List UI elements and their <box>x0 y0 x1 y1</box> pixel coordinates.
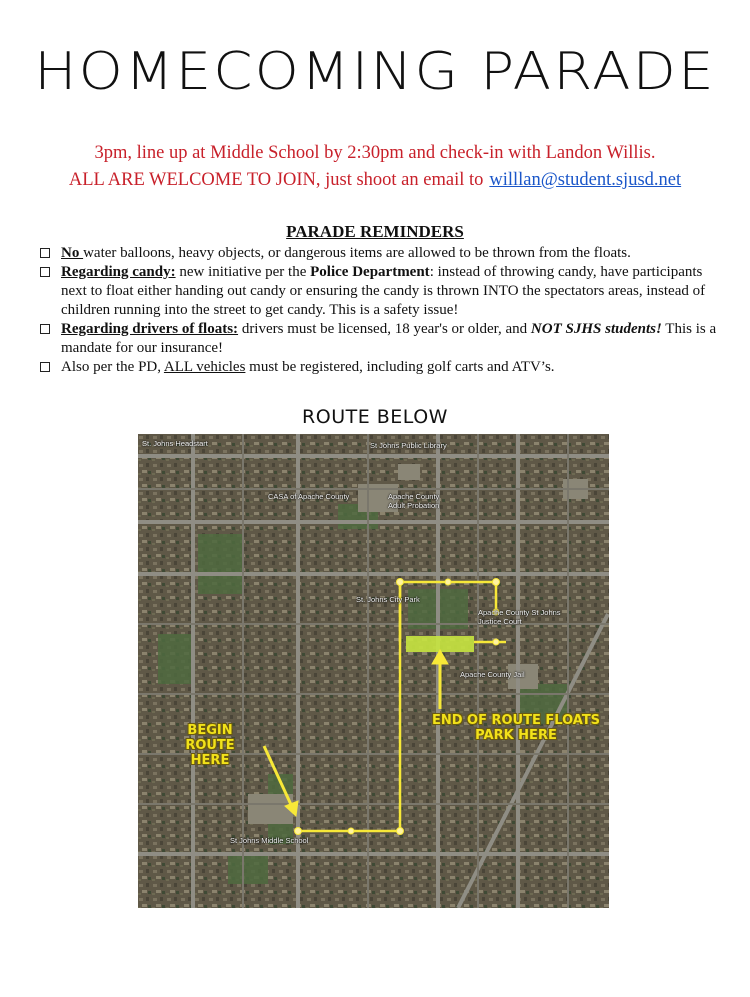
reminder-text: This is a mandate for our insurance! <box>61 321 717 356</box>
reminder-item <box>40 244 730 263</box>
reminders-list <box>40 244 730 377</box>
email-link[interactable]: willlan@student.sjusd.net <box>489 170 682 190</box>
begin-route-callout: BEGIN ROUTE HERE <box>185 723 235 768</box>
reminder-pre: drivers must be licensed, 18 year's or older, and <box>238 321 531 337</box>
reminder-text: must be registered, including golf carts and ATV’s. <box>245 359 555 375</box>
reminder-underlined: ALL vehicles <box>163 359 246 375</box>
reminder-item <box>40 358 730 377</box>
reminder-text: : instead of throwing candy, have participants next to float either handing out candy or ensuring the candy is thrown INTO the spectators areas, instead of children running into the street to get candy. This is a safety issue! <box>61 264 706 318</box>
reminder-emphasis: NOT SJHS students! <box>530 321 662 337</box>
reminder-bold: Police Department <box>310 264 430 280</box>
satellite-map-image <box>138 434 609 908</box>
map-label-justice-court: Apache County St Johns Justice Court <box>478 608 561 626</box>
map-label-city-park: St. Johns City Park <box>356 595 420 604</box>
end-route-callout: END OF ROUTE FLOATS PARK HERE <box>431 713 601 743</box>
reminder-lead: Regarding candy: <box>61 264 176 280</box>
lineup-info: 3pm, line up at Middle School by 2:30pm and check-in with Landon Willis. <box>94 143 656 163</box>
route-heading: ROUTE BELOW <box>302 406 448 428</box>
reminder-pre: Also per the PD, <box>61 359 164 375</box>
route-map <box>138 434 609 908</box>
join-info <box>0 171 750 190</box>
map-label-headstart: St. Johns Headstart <box>142 439 208 448</box>
reminders-heading: PARADE REMINDERS <box>286 222 464 241</box>
checkbox-icon <box>40 362 50 372</box>
checkbox-icon <box>40 248 50 258</box>
reminder-text: water balloons, heavy objects, or dangerous items are allowed to be thrown from the floats. <box>83 245 631 261</box>
map-label-library: St Johns Public Library <box>370 441 447 450</box>
map-label-middle-school: St Johns Middle School <box>230 836 309 845</box>
join-text: ALL ARE WELCOME TO JOIN, just shoot an email to <box>68 170 484 190</box>
reminder-lead: Regarding drivers of floats: <box>61 321 239 337</box>
map-label-probation: Apache County Adult Probation <box>388 492 440 510</box>
checkbox-icon <box>40 324 50 334</box>
page-title: HOMECOMING PARADE <box>34 42 716 102</box>
reminder-pre: new initiative per the <box>175 264 311 280</box>
reminder-item <box>40 320 730 358</box>
checkbox-icon <box>40 267 50 277</box>
reminder-lead: No <box>61 245 84 261</box>
map-label-casa: CASA of Apache County <box>268 492 350 501</box>
map-label-jail: Apache County Jail <box>460 670 525 679</box>
reminder-item <box>40 263 730 320</box>
